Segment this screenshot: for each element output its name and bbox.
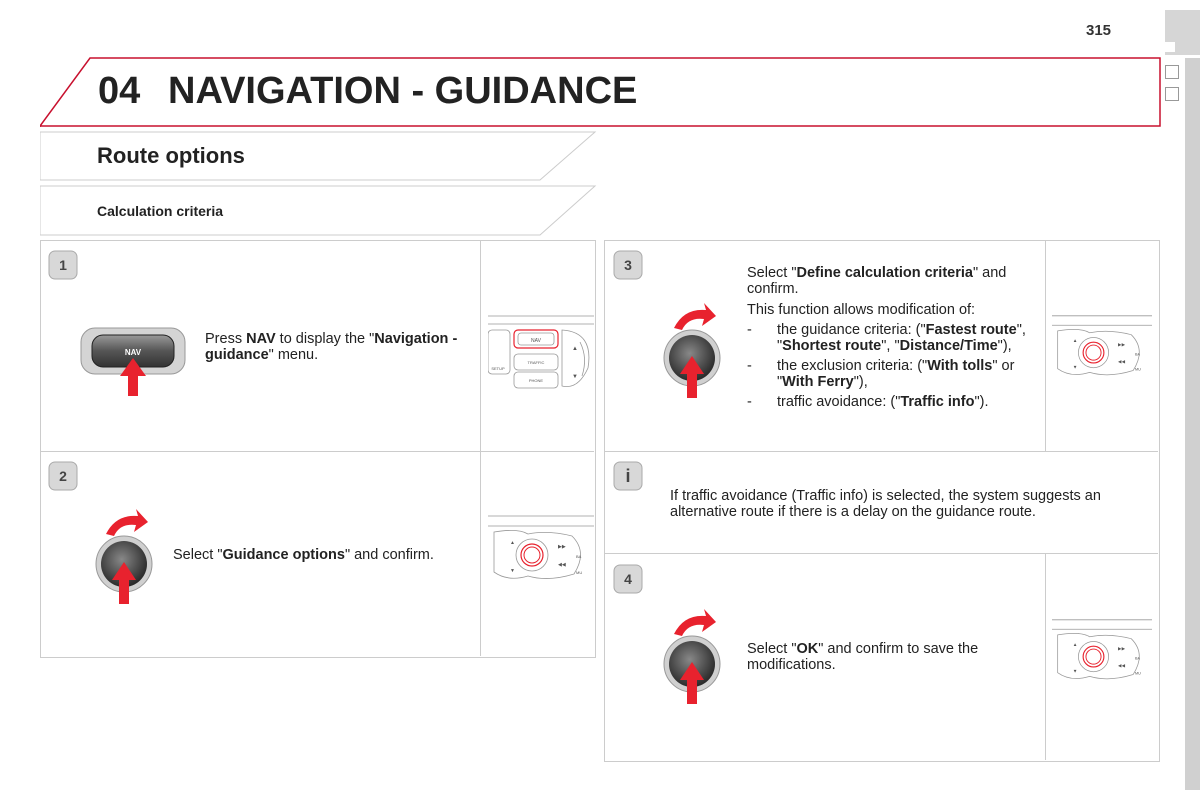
- criteria-item: - the exclusion criteria: ("With tolls" or "With Ferry"),: [747, 358, 1039, 390]
- svg-text:BA: BA: [1135, 656, 1141, 661]
- section-title: Route options: [97, 143, 245, 168]
- criteria-item: - the guidance criteria: ("Fastest route", "Shortest route", "Distance/Time"),: [747, 322, 1039, 354]
- chapter-title: NAVIGATION - GUIDANCE: [168, 70, 638, 112]
- rotate-arrow-icon: [106, 509, 148, 536]
- tab-bar: [1185, 58, 1200, 790]
- rotary-knob-icon: [92, 504, 162, 608]
- svg-text:MU: MU: [1135, 367, 1141, 372]
- svg-text:▼: ▼: [1072, 364, 1078, 370]
- step-3-badge: [613, 250, 643, 280]
- step-2-badge: [48, 461, 78, 491]
- info-icon: i: [625, 466, 631, 486]
- svg-text:▶▶: ▶▶: [1118, 342, 1126, 347]
- svg-text:◀◀: ◀◀: [1118, 662, 1126, 668]
- svg-text:▲: ▲: [572, 346, 578, 352]
- step-1-text: Press NAV to display the "Navigation - guidance" menu.: [205, 331, 458, 363]
- step-3-number: 3: [624, 257, 632, 273]
- svg-text:▼: ▼: [1072, 668, 1078, 674]
- page-number: 315: [1086, 22, 1112, 39]
- column-divider: [1045, 554, 1046, 760]
- svg-text:▲: ▲: [510, 540, 515, 546]
- svg-text:BA: BA: [576, 554, 582, 559]
- svg-text:PHONE: PHONE: [528, 378, 544, 383]
- row-divider: [41, 451, 594, 452]
- rotary-knob-icon: [660, 298, 730, 402]
- row-divider: [605, 451, 1158, 452]
- step-4-text: Select "OK" and confirm to save the modifications.: [747, 641, 979, 673]
- svg-text:▲: ▲: [1072, 338, 1078, 344]
- control-panel-knob-illustration: [1052, 614, 1152, 686]
- nav-button-label: NAV: [124, 348, 142, 357]
- control-panel-knob-illustration: [1052, 310, 1152, 382]
- rotary-knob-icon: [660, 604, 730, 708]
- control-panel-nav-illustration: [488, 312, 594, 390]
- info-text: If traffic avoidance (Traffic info) is selected, the system suggests an alternative route if there is a delay on the guidance route.: [670, 488, 1101, 520]
- tab-marker: [1165, 10, 1200, 55]
- column-divider: [1045, 241, 1046, 451]
- tab-box-icon: [1165, 65, 1179, 79]
- step-2-text: Select "Guidance options" and confirm.: [173, 547, 434, 563]
- svg-text:MU: MU: [1135, 671, 1141, 676]
- row-divider: [605, 553, 1158, 554]
- svg-text:▶▶: ▶▶: [1118, 646, 1126, 651]
- info-badge: [613, 461, 643, 491]
- step-4-badge: [613, 564, 643, 594]
- svg-text:◀◀: ◀◀: [558, 562, 566, 568]
- svg-text:▼: ▼: [510, 568, 515, 574]
- nav-button-illustration: [80, 326, 188, 398]
- svg-text:MU: MU: [576, 570, 583, 575]
- step-1-number: 1: [59, 257, 67, 273]
- svg-text:BA: BA: [1135, 352, 1141, 357]
- chapter-number: 04: [98, 70, 141, 112]
- control-panel-knob-illustration: [488, 512, 594, 584]
- rotate-arrow-icon: [674, 303, 716, 330]
- svg-text:◀◀: ◀◀: [1118, 358, 1126, 364]
- column-divider: [480, 241, 481, 656]
- svg-text:▼: ▼: [572, 374, 578, 380]
- criteria-item: - traffic avoidance: ("Traffic info").: [747, 394, 1039, 410]
- svg-text:TRAFFIC: TRAFFIC: [527, 360, 545, 365]
- subsection-title: Calculation criteria: [97, 203, 224, 219]
- step-2-number: 2: [59, 468, 67, 484]
- tab-box-icon: [1165, 87, 1179, 101]
- svg-text:▶▶: ▶▶: [558, 544, 566, 550]
- svg-text:SETUP: SETUP: [491, 366, 505, 371]
- svg-text:▲: ▲: [1072, 642, 1078, 648]
- svg-text:NAV: NAV: [531, 338, 541, 344]
- page-tab-sidebar: [1165, 10, 1200, 790]
- step-3-text: Select "Define calculation criteria" and confirm. This function allows modification of: - the guidance criteria: ("Fastest route", "Shortest route", "Distance/Time"), - the exclusion criteria: ("With tolls" or "With Ferry"), - traffic avoidance: ("Traffic info").: [747, 265, 1039, 414]
- step-4-number: 4: [624, 571, 632, 587]
- rotate-arrow-icon: [674, 609, 716, 636]
- step-1-badge: [48, 250, 78, 280]
